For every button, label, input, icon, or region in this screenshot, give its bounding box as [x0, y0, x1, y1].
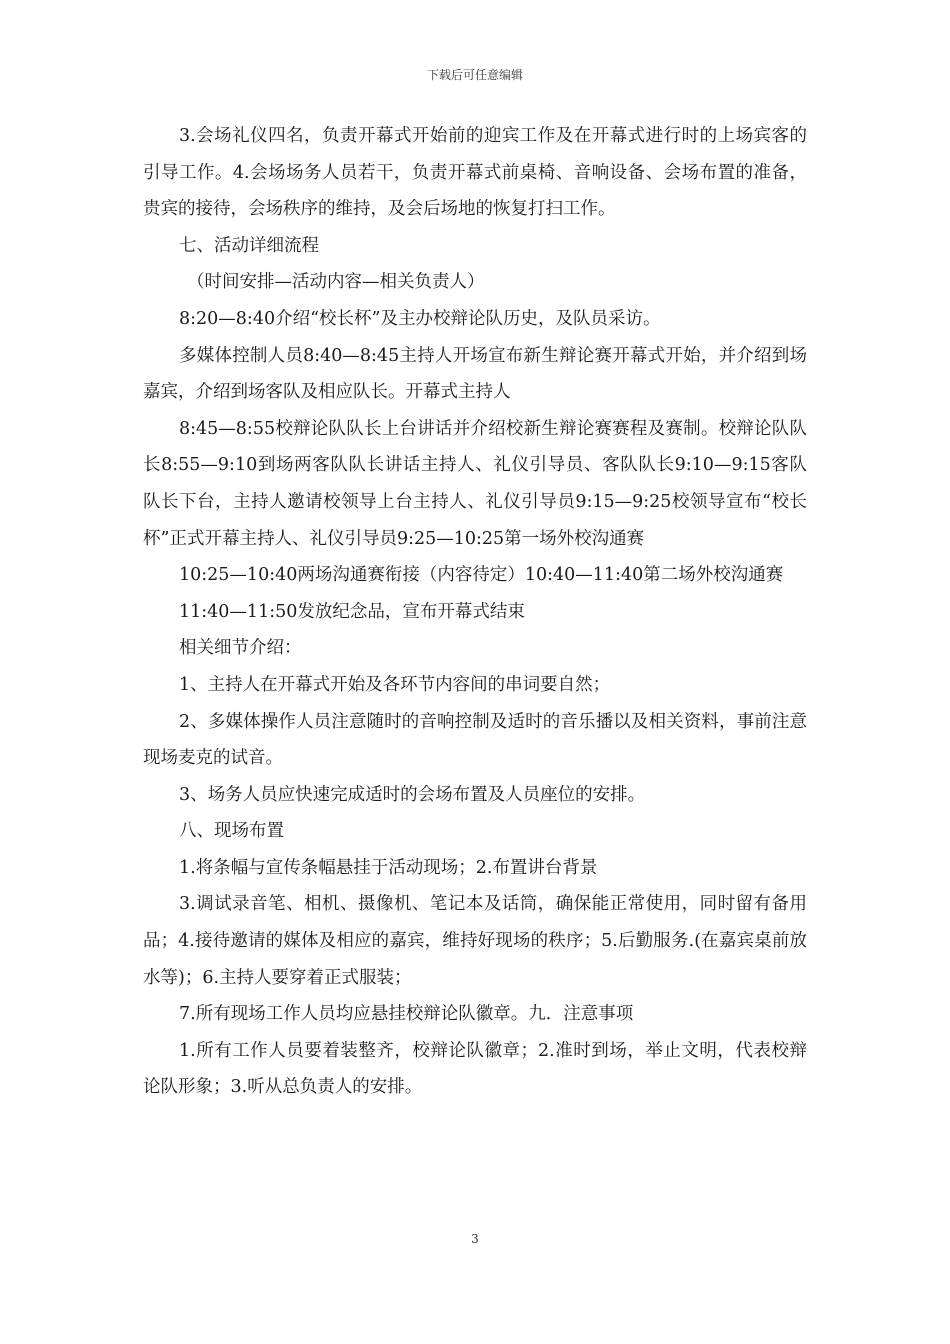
layout-item-3: 7.所有现场工作人员均应悬挂校辩论队徽章。九．注意事项: [179, 1004, 634, 1025]
paragraph-staff-duties: 3.会场礼仪四名，负责开幕式开始前的迎宾工作及在开幕式进行时的上场宾客的引导工作。4.会场场务人员若干，负责开幕式前桌椅、音响设备、会场布置的准备，贵宾的接待，会场秩序的维持，及会后场地的恢复打扫工作。: [143, 126, 807, 220]
layout-item-2: 3.调试录音笔、相机、摄像机、笔记本及话筒，确保能正常使用，同时留有备用品；4.接待邀请的媒体及相应的嘉宾，维持好现场的秩序；5.后勤服务.(在嘉宾桌前放水等)；6.主持人要穿着正式服装；: [143, 894, 807, 988]
schedule-item-5: 11:40—11:50发放纪念品，宣布开幕式结束: [179, 601, 525, 622]
detail-item-1: 1、主持人在开幕式开始及各环节内容间的串词要自然；: [179, 674, 611, 695]
page-number: 3: [471, 1232, 479, 1246]
document-body: [143, 118, 807, 1106]
schedule-item-4: 10:25—10:40两场沟通赛衔接（内容待定）10:40—11:40第二场外校沟通赛: [179, 565, 784, 586]
detail-item-2: 2、多媒体操作人员注意随时的音响控制及适时的音乐播以及相关资料，事前注意现场麦克的试音。: [143, 711, 807, 769]
schedule-item-2: 多媒体控制人员8:40—8:45主持人开场宣布新生辩论赛开幕式开始，并介绍到场嘉宾，介绍到场客队及相应队长。开幕式主持人: [143, 345, 807, 403]
schedule-item-1: 8:20—8:40介绍“校长杯”及主办校辩论队历史，及队员采访。: [179, 308, 661, 329]
page-header: 下载后可任意编辑: [426, 68, 523, 82]
schedule-legend: （时间安排—活动内容—相关负责人）: [187, 272, 485, 293]
notes-item-1: 1.所有工作人员要着装整齐，校辩论队徽章；2.准时到场，举止文明，代表校辩论队形象；3.听从总负责人的安排。: [143, 1040, 807, 1098]
section-heading-8: 八、现场布置: [179, 821, 284, 842]
layout-item-1: 1.将条幅与宣传条幅悬挂于活动现场；2.布置讲台背景: [179, 857, 598, 878]
section-heading-7: 七、活动详细流程: [179, 235, 319, 256]
detail-item-3: 3、场务人员应快速完成适时的会场布置及人员座位的安排。: [179, 784, 646, 805]
details-heading: 相关细节介绍：: [179, 638, 302, 659]
schedule-item-3: 8:45—8:55校辩论队队长上台讲话并介绍校新生辩论赛赛程及赛制。校辩论队队长8:55—9:10到场两客队队长讲话主持人、礼仪引导员、客队队长9:10—9:15客队队长下台，主持人邀请校领导上台主持人、礼仪引导员9:15—9:25校领导宣布“校长杯”正式开幕主持人、礼仪引导员9:25—10:25第一场外校沟通赛: [143, 418, 807, 549]
